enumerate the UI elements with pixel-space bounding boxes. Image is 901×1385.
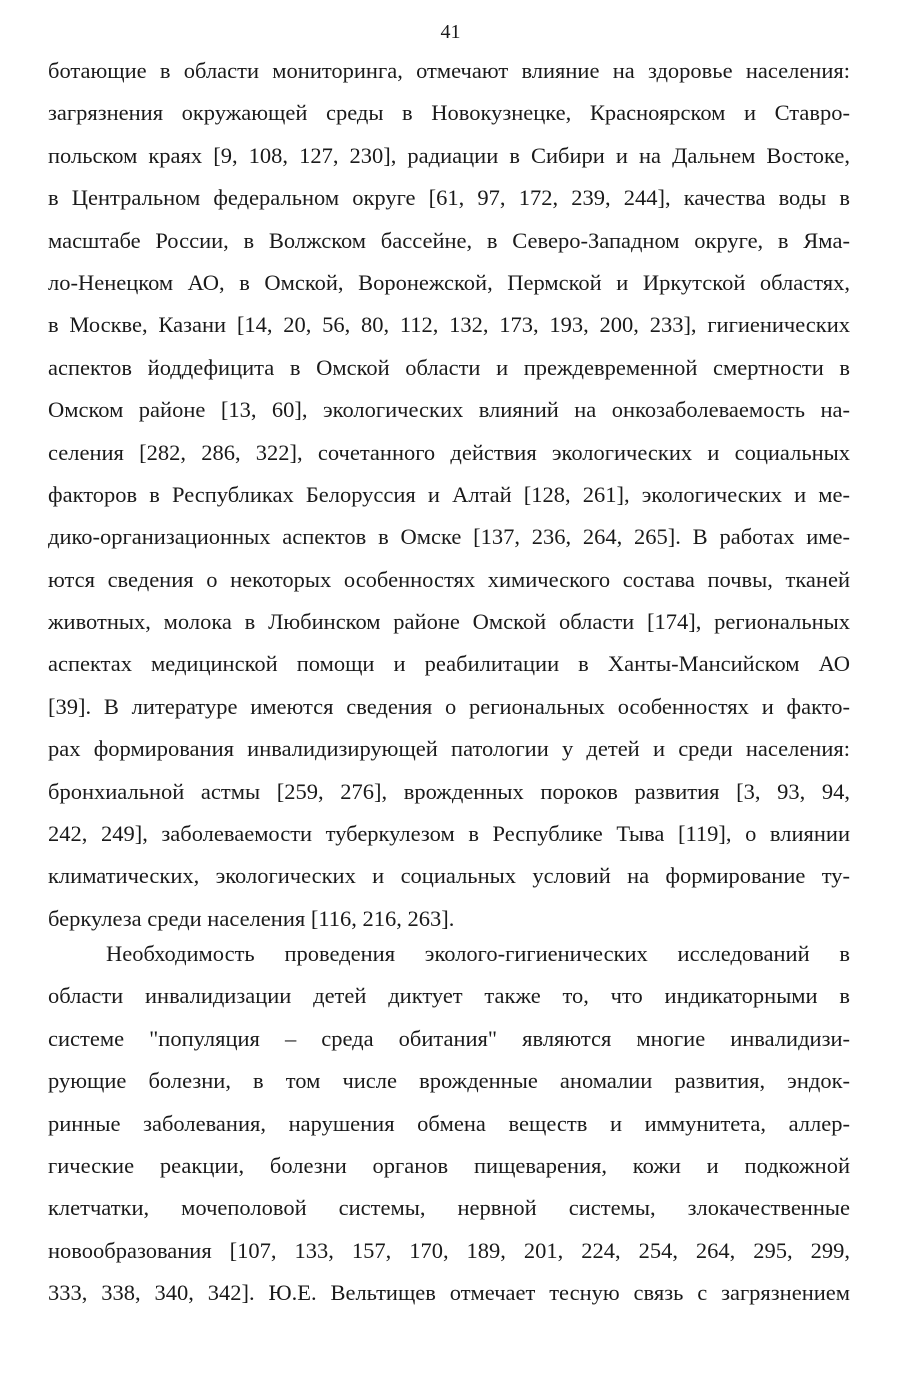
text-line: факторов в Республиках Белоруссия и Алтай [128, 261], экологических и ме- [48,481,850,507]
text-line: животных, молока в Любинском районе Омской области [174], региональных [48,609,850,635]
page-number: 41 [440,21,461,43]
paragraph-1 [48,50,850,940]
text-line: в Москве, Казани [14, 20, 56, 80, 112, 132, 173, 193, 200, 233], гигиенических [48,312,850,338]
text-line: гические реакции, болезни органов пищеварения, кожи и подкожной [48,1152,850,1178]
text-line: аспектов йоддефицита в Омской области и преждевременной смертности в [48,354,850,380]
text-line: селения [282, 286, 322], сочетанного действия экологических и социальных [48,439,850,465]
text-line: ло-Ненецком АО, в Омской, Воронежской, Пермской и Иркутской областях, [48,269,850,295]
paragraph-2 [48,933,850,1315]
text-line: области инвалидизации детей диктует также то, что индикаторными в [48,983,850,1009]
text-line: польском краях [9, 108, 127, 230], радиации в Сибири и на Дальнем Востоке, [48,142,850,168]
text-line: загрязнения окружающей среды в Новокузнецке, Красноярском и Ставро- [48,100,850,126]
text-line: ются сведения о некоторых особенностях химического состава почвы, тканей [48,566,850,592]
text-line: Омском районе [13, 60], экологических влияний на онкозаболеваемость на- [48,397,850,423]
text-line: дико-организационных аспектов в Омске [137, 236, 264, 265]. В работах име- [48,524,850,550]
text-line: новообразования [107, 133, 157, 170, 189, 201, 224, 254, 264, 295, 299, [48,1237,850,1263]
text-line: масштабе России, в Волжском бассейне, в Северо-Западном округе, в Ямa- [48,227,850,253]
text-line: [39]. В литературе имеются сведения о региональных особенностях и факто- [48,693,850,719]
text-line: рах формирования инвалидизирующей патологии у детей и среди населения: [48,736,850,762]
text-line: беркулеза среди населения [116, 216, 263]. [48,905,455,931]
text-line: системе "популяция – среда обитания" являются многие инвалидизи- [48,1025,850,1051]
text-line: бронхиальной астмы [259, 276], врожденных пороков развития [3, 93, 94, [48,778,850,804]
text-line: 242, 249], заболеваемости туберкулезом в Республике Тыва [119], о влиянии [48,821,850,847]
text-line: аспектах медицинской помощи и реабилитации в Ханты-Мансийском АО [48,651,850,677]
text-line: в Центральном федеральном округе [61, 97, 172, 239, 244], качества воды в [48,185,850,211]
text-line: клетчатки, мочеполовой системы, нервной системы, злокачественные [48,1195,850,1221]
text-line: 333, 338, 340, 342]. Ю.Е. Вельтищев отмечает тесную связь с загрязнением [48,1280,850,1306]
text-line: рующие болезни, в том числе врожденные аномалии развития, эндок- [48,1068,850,1094]
text-line: ботающие в области мониторинга, отмечают влияние на здоровье населения: [48,58,850,83]
text-line: Необходимость проведения эколого-гигиенических исследований в [106,941,850,966]
text-line: климатических, экологических и социальных условий на формирование ту- [48,863,850,889]
text-line: ринные заболевания, нарушения обмена веществ и иммунитета, аллер- [48,1110,850,1136]
